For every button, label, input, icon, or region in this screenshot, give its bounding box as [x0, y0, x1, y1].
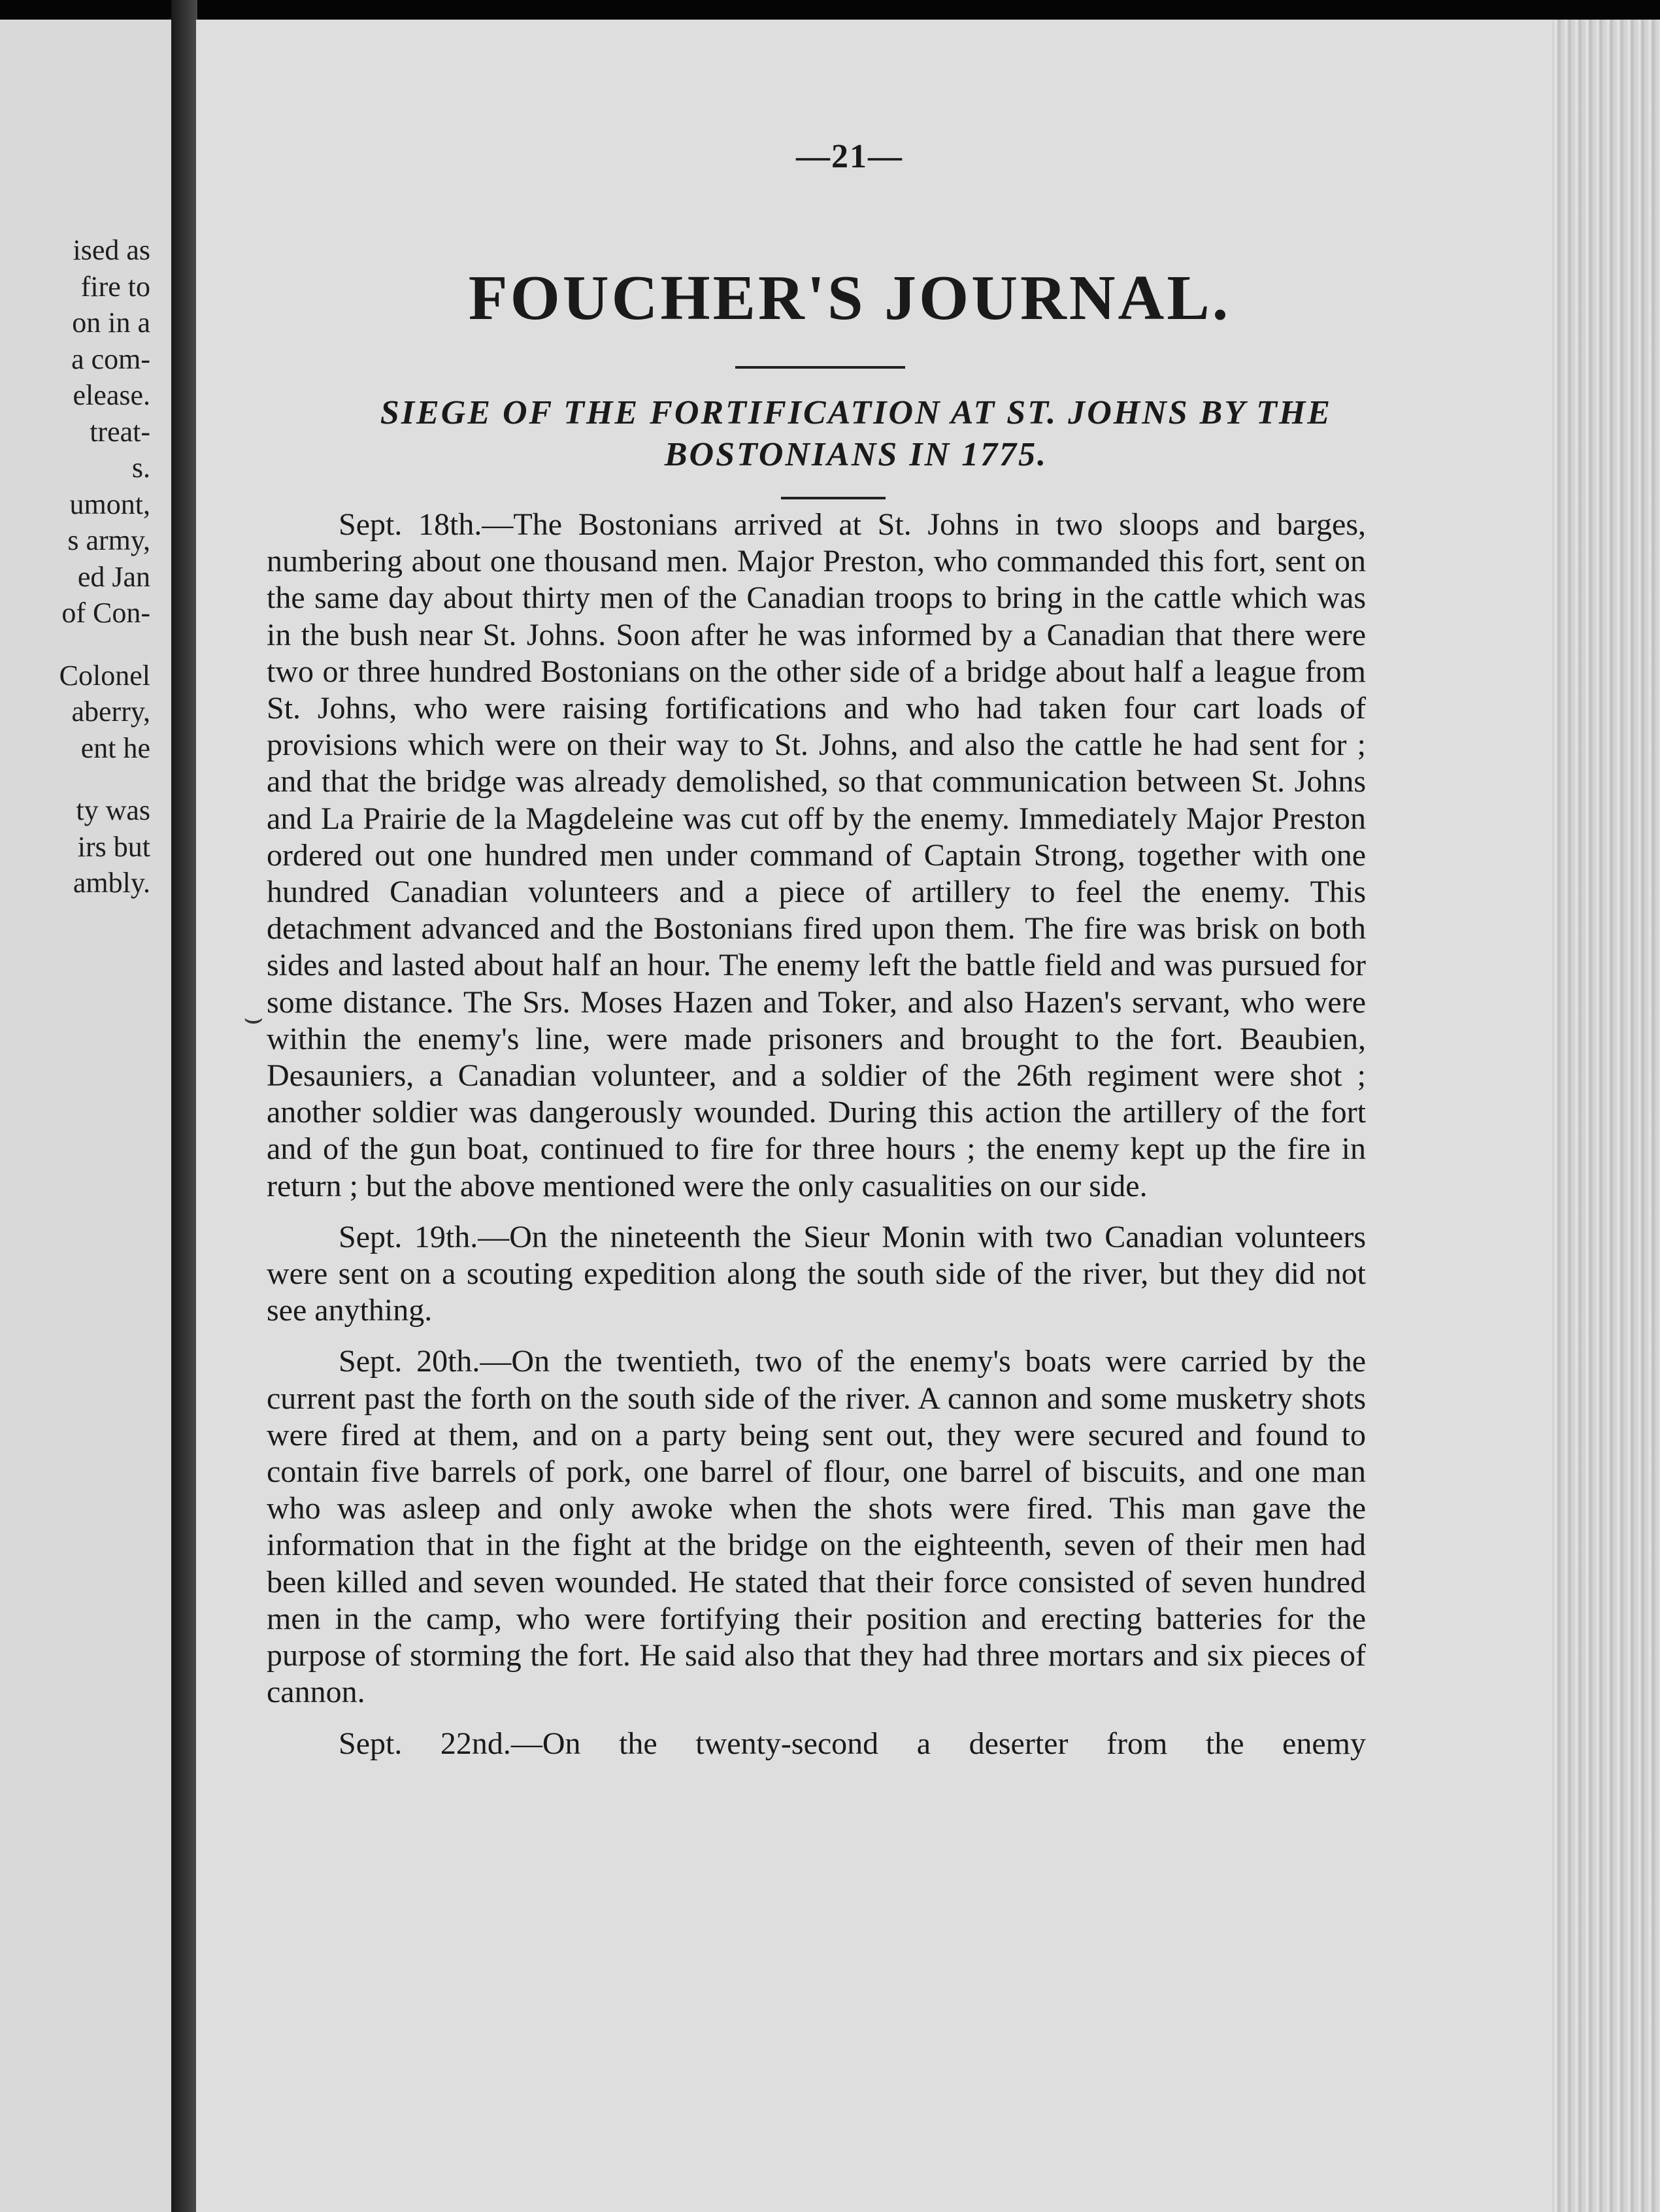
text-line: on in a	[72, 307, 150, 339]
paragraph-sept-22: Sept. 22nd.—On the twenty-second a deserter from the enemy	[339, 1726, 1366, 1761]
body-text	[267, 507, 1366, 1777]
subtitle-divider	[781, 497, 886, 499]
text-line: irs but	[77, 830, 150, 863]
text-line: treat-	[90, 415, 150, 448]
text-line: s.	[131, 452, 150, 484]
text-line: ambly.	[73, 867, 150, 899]
previous-page-text	[59, 232, 150, 901]
paragraph-sept-18: Sept. 18th.—The Bostonians arrived at St. Johns in two sloops and barges, numbering about one thousand men. Major Preston, who commanded this fort, sent on the same day about thirty men of the Canadian troops to bring in the cattle which was in the bush near St. Johns. Soon after he was informed by a Canadian that there were two or three hundred Bostonians on the other side of a bridge about half a league from St. Johns, who were raising fortifications and who had taken four cart loads of provisions which were on their way to St. Johns, and also the cattle he had sent for ; and that the bridge was already demolished, so that communication between St. Johns and La Prairie de la Magdeleine was cut off by the enemy. Immediately Major Preston ordered out one hundred men under command of Captain Strong, together with one hundred Canadian volunteers and a piece of artillery to feel the enemy. This detachment advanced and the Bostonians fired upon them. The fire was brisk on both sides and lasted about half an hour. The enemy left the battle field and was pursued for some distance. The Srs. Moses Hazen and Toker, and also Hazen's servant, who were within the enemy's line, were made prisoners and brought to the fort. Beaubien, Desauniers, a Canadian volunteer, and a soldier of the 26th regiment were shot ; another soldier was dangerously wounded. During this action the artillery of the fort and of the gun boat, continued to fire for three hours ; the enemy kept up the fire in return ; but the above mentioned were the only casualities on our side.	[267, 507, 1366, 1203]
previous-page	[0, 20, 175, 2212]
text-line: ty was	[76, 794, 150, 826]
title-divider	[735, 366, 905, 369]
page-edges	[1552, 20, 1660, 2212]
text-line: umont,	[69, 488, 150, 520]
text-line: ent he	[80, 731, 150, 764]
text-line: Colonel	[59, 659, 150, 692]
text-line: s army,	[67, 524, 150, 556]
paragraph-sept-19: Sept. 19th.—On the nineteenth the Sieur Monin with two Canadian volunteers were sent on a scouting expedition along the south side of the river, but they did not see anything.	[267, 1219, 1366, 1328]
book-gutter	[171, 0, 197, 2212]
paragraph-gap	[59, 631, 150, 658]
text-line: of Con-	[61, 597, 150, 629]
text-line: ised as	[73, 234, 150, 266]
margin-mark-icon: ⌣	[243, 1001, 264, 1035]
page-number: —21—	[796, 138, 903, 175]
text-line: aberry,	[71, 695, 150, 728]
paragraph-gap	[59, 766, 150, 792]
paragraph-sept-20: Sept. 20th.—On the twentieth, two of the enemy's boats were carried by the current past the forth on the south side of the river. A cannon and some musketry shots were fired at them, and on a party being sent out, they were secured and found to contain five barrels of pork, one barrel of flour, one barrel of biscuits, and one man who was asleep and only awoke when the shots were fired. This man gave the information that in the fight at the bridge on the eighteenth, seven of their men had been killed and seven wounded. He stated that their force consisted of seven hundred men in the camp, who were fortifying their position and erecting batteries for the purpose of storming the fort. He said also that they had three mortars and six pieces of cannon.	[267, 1344, 1366, 1710]
text-line: elease.	[73, 379, 150, 411]
text-line: fire to	[80, 270, 150, 303]
text-line: ed Jan	[77, 560, 150, 593]
page-title: FOUCHER'S JOURNAL.	[468, 263, 1231, 333]
subtitle: SIEGE OF THE FORTIFICATION AT ST. JOHNS BY THE BOSTONIANS IN 1775.	[380, 394, 1333, 473]
text-line: a com-	[71, 343, 150, 375]
